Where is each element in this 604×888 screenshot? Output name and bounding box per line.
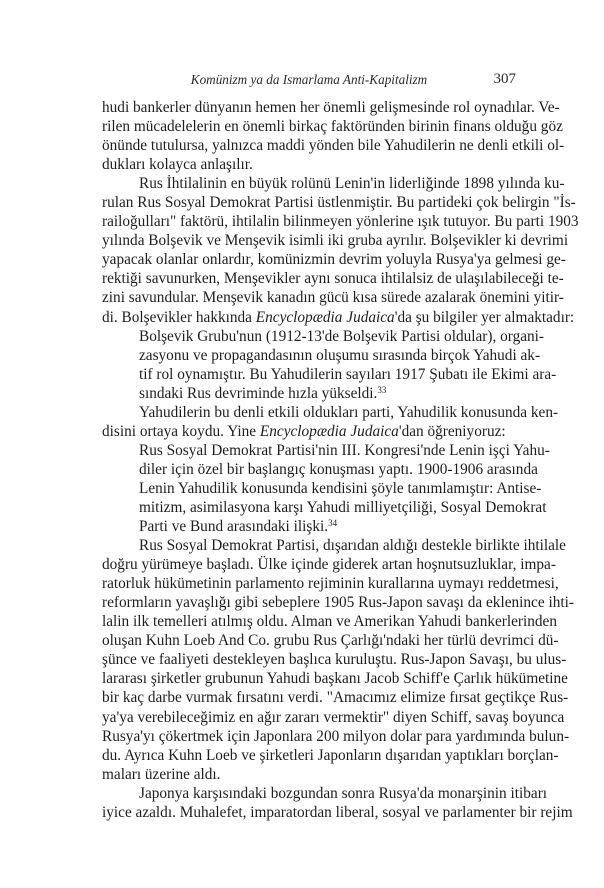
text-line [102,422,516,441]
quote-line: Bolşevik Grubu'nun (1912-13'de Bolşevik Partisi oldular), organi- [139,327,545,345]
book-title: Encyclopædia Judaica [255,308,395,326]
paragraph [102,784,573,822]
running-header [102,72,516,90]
text-line: Rus Sosyal Demokrat Partisi, dışarıdan aldığı destekle birlikte ihtilale [139,537,566,555]
quote-line: diler için özel bir başlangıç konuşması yaptı. 1900-1906 arasında [139,460,538,478]
quote-line: Lenin Yahudilik konusunda kendisini şöyle tanımlamıştır: Antise- [139,479,542,497]
text-run: Parti ve Bund arasındaki ilişki. [139,518,329,536]
text-run: 'da şu bilgiler yer almaktadır: [394,308,575,326]
text-line: önünde tutulursa, yalnızca maddi yönden bile Yahudilerin ne denli etkili ol- [102,137,565,155]
quote-line: Rus Sosyal Demokrat Partisi'nin III. Kongresi'nde Lenin işçi Yahu- [139,441,550,459]
quote-line: tif rol oynamıştır. Bu Yahudilerin sayıları 1917 Şubatı ile Ekimi ara- [139,365,557,383]
text-line: rilen mücadelelerin en önemli birkaç faktöründen birinin finans olduğu göz [102,118,563,136]
text-line: doğru yürümeye başladı. Ülke içinde giderek artan hoşnutsuzluklar, impa- [102,556,556,574]
book-title: Encyclopædia Judaica [259,422,399,440]
text-line: Rusya'yı çökertmek için Japonlara 200 milyon dolar para yardımında bulun- [102,727,570,745]
text-line: rulan Rus Sosyal Demokrat Partisi üstlenmiştir. Bu partideki çok belirgin "İs- [102,194,576,212]
text-line: yapacak olanlar onlardır, komünizmin devrim yoluyla Rusya'ya gelmesi ge- [102,251,566,269]
text-line: ya'ya verebileceğimiz en ağır zararı vermektir" diyen Schiff, savaş boyunca [102,708,565,726]
text-line: hudi bankerler dünyanın hemen her önemli gelişmesinde rol oynadılar. Ve- [102,99,560,116]
body-text [102,98,579,822]
text-line [102,308,575,327]
footnote-ref[interactable]: 33 [377,384,387,395]
paragraph [102,403,559,441]
text-run: 'dan öğreniyoruz: [398,422,506,440]
text-run: sındaki Rus devriminde hızla yükseldi. [139,384,378,402]
text-run: di. Bolşevikler hakkında [102,308,256,326]
running-title: Komünizm ya da Ismarlama Anti-Kapitalizm [190,72,428,87]
text-line: iyice azaldı. Muhalefet, imparatordan liberal, sosyal ve parlamenter bir rejim [102,803,573,821]
paragraph [102,98,565,174]
text-line: maları üzerine aldı. [102,765,221,783]
text-line: lalin ilk temelleri atılmış oldu. Alman ve Amerikan Yahudi bankerlerinden [102,613,557,631]
text-line: lararası şirketler grubunun Yahudi başkanı Jacob Schiff'e Çarlık hükümetine [102,670,568,688]
text-line: Yahudilerin bu denli etkili oldukları parti, Yahudilik konusunda ken- [139,403,559,421]
text-line: ratorluk hükümetinin parlamento rejiminin kurallarına uymayı reddetmesi, [102,575,559,593]
quote-line: zasyonu ve propagandasının oluşumu sırasında birçok Yahudi ak- [139,346,541,364]
text-line: rektiği savunurken, Menşevikler aynı sonuca ihtilalsiz de ulaşılabileceği te- [102,270,564,288]
quote-line [139,517,498,536]
quote-line [139,384,498,403]
text-line: Japonya karşısındaki bozgundan sonra Rusya'da monarşinin itibarı [139,784,548,802]
quote-line: mitizm, asimilasyona karşı Yahudi milliyetçiliği, Sosyal Demokrat [139,498,547,516]
text-line: railoğulları" faktörü, ihtilalin bilinmeyen yönlerine ışık tutuyor. Bu parti 1903 [102,213,579,231]
text-line: şünce ve faaliyeti destekleyen başlıca kuruluştu. Rus-Japon Savaşı, bu ulus- [102,651,567,669]
text-line: Rus İhtilalinin en büyük rolünü Lenin'in liderliğinde 1898 yılında ku- [139,175,565,193]
text-line: yılında Bolşevik ve Menşevik isimli iki gruba ayrılır. Bolşevikler ki devrimi [102,232,569,250]
page-number: 307 [493,71,516,87]
block-quote [102,327,557,403]
text-line: zini savundular. Menşevik kanadın gücü kısa sürede azalarak önemini yitir- [102,289,564,307]
text-line: bir kaç darbe vurmak fırsatını verdi. "Amacımız elimize fırsat geçtikçe Rus- [102,689,569,707]
text-line: dukları kolayca anlaşılır. [102,156,253,174]
text-line: oluşan Kuhn Loeb And Co. grubu Rus Çarlığı'ndaki her türlü devrimci dü- [102,632,559,650]
text-line: du. Ayrıca Kuhn Loeb ve şirketleri Japonların dışarıdan yaptıkları borçlan- [102,746,559,764]
text-run: disini ortaya koydu. Yine [102,422,260,440]
block-quote [102,441,550,536]
paragraph [102,536,574,784]
text-line: reformların yavaşlığı gibi sebeplere 1905 Rus-Japon savaşı da eklenince ihti- [102,594,574,612]
footnote-ref[interactable]: 34 [328,518,338,529]
paragraph [102,174,579,326]
